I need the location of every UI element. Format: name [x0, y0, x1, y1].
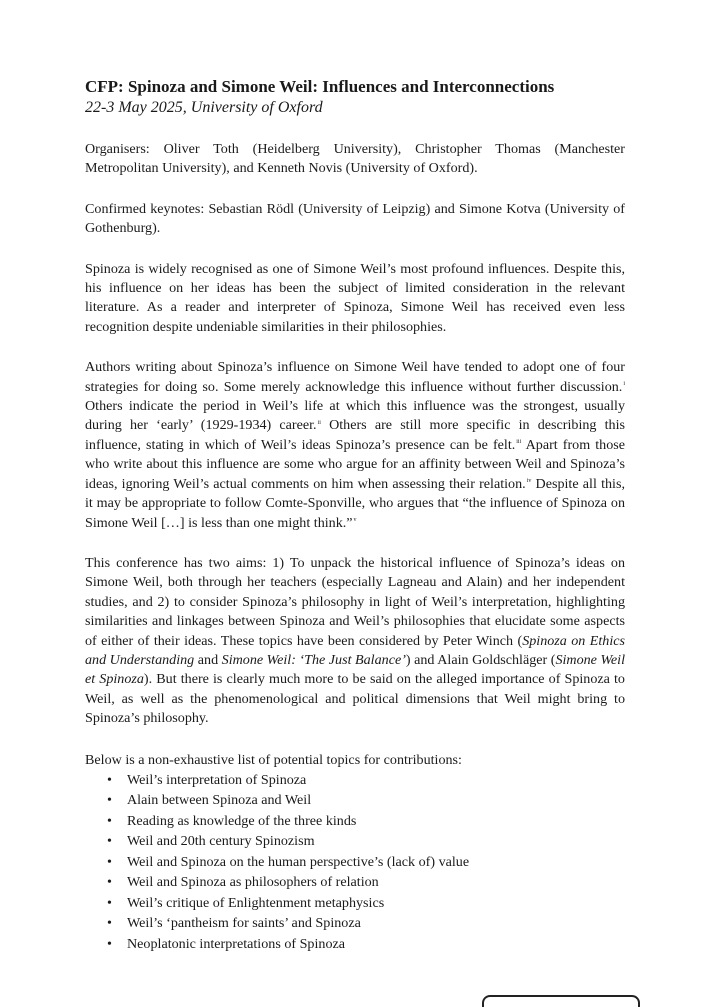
text-segment: Apart from those who write about this influence are some who argue for an affinity between Weil and Spinoza’s ideas, ignoring Weil’s actual comments on him when assessing their relation. [85, 436, 625, 492]
bullet-icon: • [107, 792, 112, 809]
text-segment: Despite all this, it may be appropriate to follow Comte-Sponville, who argues that “the influence of Spinoza on Simone Weil […] is less than one might think.” [85, 475, 625, 531]
aims-paragraph [85, 554, 625, 729]
list-item-label: Weil and 20th century Spinozism [127, 833, 315, 850]
list-item [85, 811, 625, 832]
bullet-icon: • [107, 874, 112, 891]
text-segment: and [194, 651, 222, 668]
book-title: Spinoza on Ethics and Understanding [85, 632, 625, 668]
bullet-icon: • [107, 853, 112, 870]
list-item [85, 913, 625, 934]
list-item-label: Alain between Spinoza and Weil [127, 792, 312, 809]
bullet-icon: • [107, 894, 112, 911]
footnote-marker: v [353, 516, 357, 523]
bullet-icon: • [107, 771, 112, 788]
list-item-label: Reading as knowledge of the three kinds [127, 812, 357, 829]
list-item [85, 852, 625, 873]
page-title: CFP: Spinoza and Simone Weil: Influences and Interconnections [85, 77, 555, 96]
bullet-icon: • [107, 812, 112, 829]
topics-list [85, 770, 625, 955]
list-item [85, 934, 625, 955]
list-item-label: Weil’s critique of Enlightenment metaphysics [127, 894, 385, 911]
footnote-marker: i [623, 380, 625, 387]
list-item [85, 790, 625, 811]
document-page [85, 76, 625, 954]
text-segment: Others indicate the period in Weil’s life at which this influence was the strongest, usually during her ‘early’ (1929-1934) career. [85, 398, 625, 434]
footnote-marker: iv [526, 478, 532, 484]
page-corner-tab [482, 995, 640, 1007]
text-segment: ). But there is clearly much more to be said on the alleged importance of Spinoza to Weil, as well as the phenomenological and political dimensions that Weil might bring to Spinoza’s philosophy. [85, 671, 625, 727]
footnote-marker: ii [317, 419, 321, 426]
text-segment: Others are still more specific in describing this influence, stating in which of Weil’s ideas Spinoza’s presence can be felt. [85, 417, 625, 453]
list-item-label: Weil’s interpretation of Spinoza [127, 771, 307, 788]
list-item [85, 770, 625, 791]
text-segment: This conference has two aims: 1) To unpack the historical influence of Spinoza’s ideas on Simone Weil, both through her teachers (especially Lagneau and Alain) and her independent studies, and 2) to consider Spinoza’s philosophy in light of Weil’s interpretation, highlighting similarities and linkages between Spinoza and Weil’s philosophies that elucidate some aspects of either of their ideas. These topics have been considered by Peter Winch ( [85, 554, 625, 649]
text-segment: Authors writing about Spinoza’s influence on Simone Weil have tended to adopt one of four strategies for doing so. Some merely acknowledge this influence without further discussion. [85, 359, 625, 395]
strategies-paragraph [85, 358, 625, 533]
list-item [85, 872, 625, 893]
list-item [85, 893, 625, 914]
keynotes-paragraph: Confirmed keynotes: Sebastian Rödl (University of Leipzig) and Simone Kotva (University of Gothenburg). [85, 200, 625, 237]
list-item-label: Weil’s ‘pantheism for saints’ and Spinoza [127, 915, 361, 932]
bullet-icon: • [107, 833, 112, 850]
intro-paragraph: Spinoza is widely recognised as one of Simone Weil’s most profound influences. Despite this, his influence on her ideas has been the subject of limited consideration in the relevant literature. As a reader and interpreter of Spinoza, Simone Weil has received even less recognition despite undeniable similarities in their philosophies. [85, 260, 625, 335]
book-title: Simone Weil et Spinoza [85, 651, 625, 688]
list-item-label: Weil and Spinoza on the human perspective’s (lack of) value [127, 853, 470, 870]
bullet-icon: • [107, 935, 112, 952]
list-item [85, 831, 625, 852]
text-segment: ) and Alain Goldschläger ( [405, 651, 556, 668]
list-item-label: Neoplatonic interpretations of Spinoza [127, 935, 345, 952]
book-title: Simone Weil: ‘The Just Balance’ [221, 651, 406, 668]
event-date-location: 22-3 May 2025, University of Oxford [85, 99, 323, 116]
bullet-icon: • [107, 915, 112, 932]
list-item-label: Weil and Spinoza as philosophers of relation [127, 874, 379, 891]
topics-intro: Below is a non-exhaustive list of potential topics for contributions: [85, 751, 462, 768]
organisers-paragraph: Organisers: Oliver Toth (Heidelberg University), Christopher Thomas (Manchester Metropolitan University), and Kenneth Novis (University of Oxford). [85, 141, 625, 177]
footnote-marker: iii [516, 439, 522, 446]
